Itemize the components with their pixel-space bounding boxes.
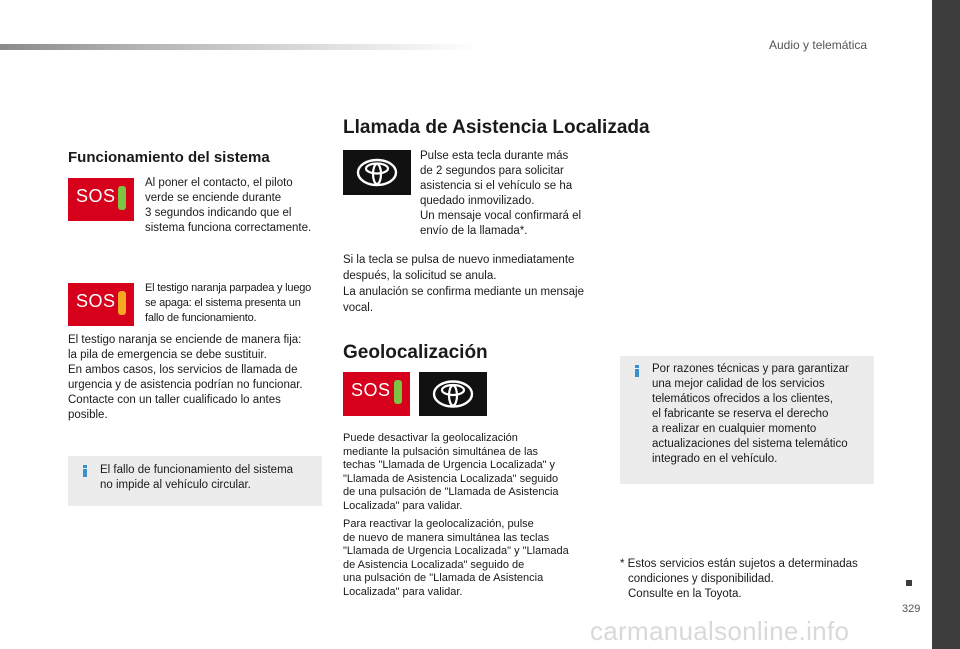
watermark: carmanualsonline.info [590, 616, 850, 646]
system-operation-heading: Funcionamiento del sistema [68, 149, 270, 166]
geo-deactivate-text: Puede desactivar la geolocalización mediante la pulsación simultánea de las techas "Llamada de Urgencia Localizada" y "Llamada de Asistencia Localizada" seguido de una pulsación de "Llamada de Asistencia Localizada" para validar. [343, 432, 559, 512]
page-marker [906, 580, 912, 586]
sos-green-description: Al poner el contacto, el piloto verde se enciende durante 3 segundos indicando que el sistema funciona correctamente. [145, 177, 312, 234]
right-note-text: Por razones técnicas y para garantizar una mejor calidad de los servicios telemáticos ofrecidos a los clientes, el fabricante se reserva el derecho a realizar en cualquier momento actualizaciones del sistema telemático integrado en el vehículo. [652, 363, 849, 465]
header-gradient-bar [0, 44, 480, 50]
toyota-logo-button [419, 372, 487, 416]
sos-label: SOS [351, 380, 391, 400]
footnote: * Estos servicios están sujetos a determinadas condiciones y disponibilidad. Consulte en la Toyota. [620, 558, 858, 600]
right-info-note [620, 356, 874, 484]
toyota-logo-icon [343, 150, 411, 195]
left-note-text: El fallo de funcionamiento del sistema no impide al vehículo circular. [100, 464, 294, 491]
geolocation-heading: Geolocalización [343, 342, 488, 363]
page-number: 329 [902, 603, 921, 615]
info-note-icon [632, 365, 642, 377]
toyota-logo-icon [419, 372, 487, 416]
sos-label: SOS [76, 291, 116, 311]
chapter-tab-strip [932, 0, 960, 649]
section-title: Audio y telemática [769, 38, 868, 52]
sos-label: SOS [76, 186, 116, 206]
info-note-icon [80, 465, 90, 477]
green-indicator-icon [118, 186, 126, 210]
sos-button-orange [68, 283, 134, 326]
orange-indicator-icon [118, 291, 126, 315]
sos-orange-description: El testigo naranja parpadea y luego se apaga: el sistema presenta un fallo de funcionamiento. [145, 282, 312, 324]
geo-reactivate-text: Para reactivar la geolocalización, pulse de nuevo de manera simultánea las teclas "Llamada de Urgencia Localizada" y "Llamada de Asistencia Localizada" seguido de una pulsación de "Llamada de Asistencia Localizada" para validar. [343, 518, 569, 598]
cancel-request-text: Si la tecla se pulsa de nuevo inmediatamente después, la solicitud se anula. La anulación se confirma mediante un mensaje vocal. [343, 254, 585, 314]
fixed-indicator-text: El testigo naranja se enciende de manera fija: la pila de emergencia se debe sustituir. En ambos casos, los servicios de llamada de urgencia y de asistencia podrían no funcionar. Contacte con un taller cualificado lo antes posible. [68, 334, 303, 421]
toyota-logo-button [343, 150, 411, 195]
left-info-note [68, 456, 322, 506]
green-indicator-icon [394, 380, 402, 404]
assistance-call-heading: Llamada de Asistencia Localizada [343, 117, 650, 138]
press-key-description: Pulse esta tecla durante más de 2 segundos para solicitar asistencia si el vehículo se ha quedado inmovilizado. Un mensaje vocal confirmará el envío de la llamada*. [420, 150, 582, 237]
sos-button [343, 372, 410, 416]
sos-button-green [68, 178, 134, 221]
